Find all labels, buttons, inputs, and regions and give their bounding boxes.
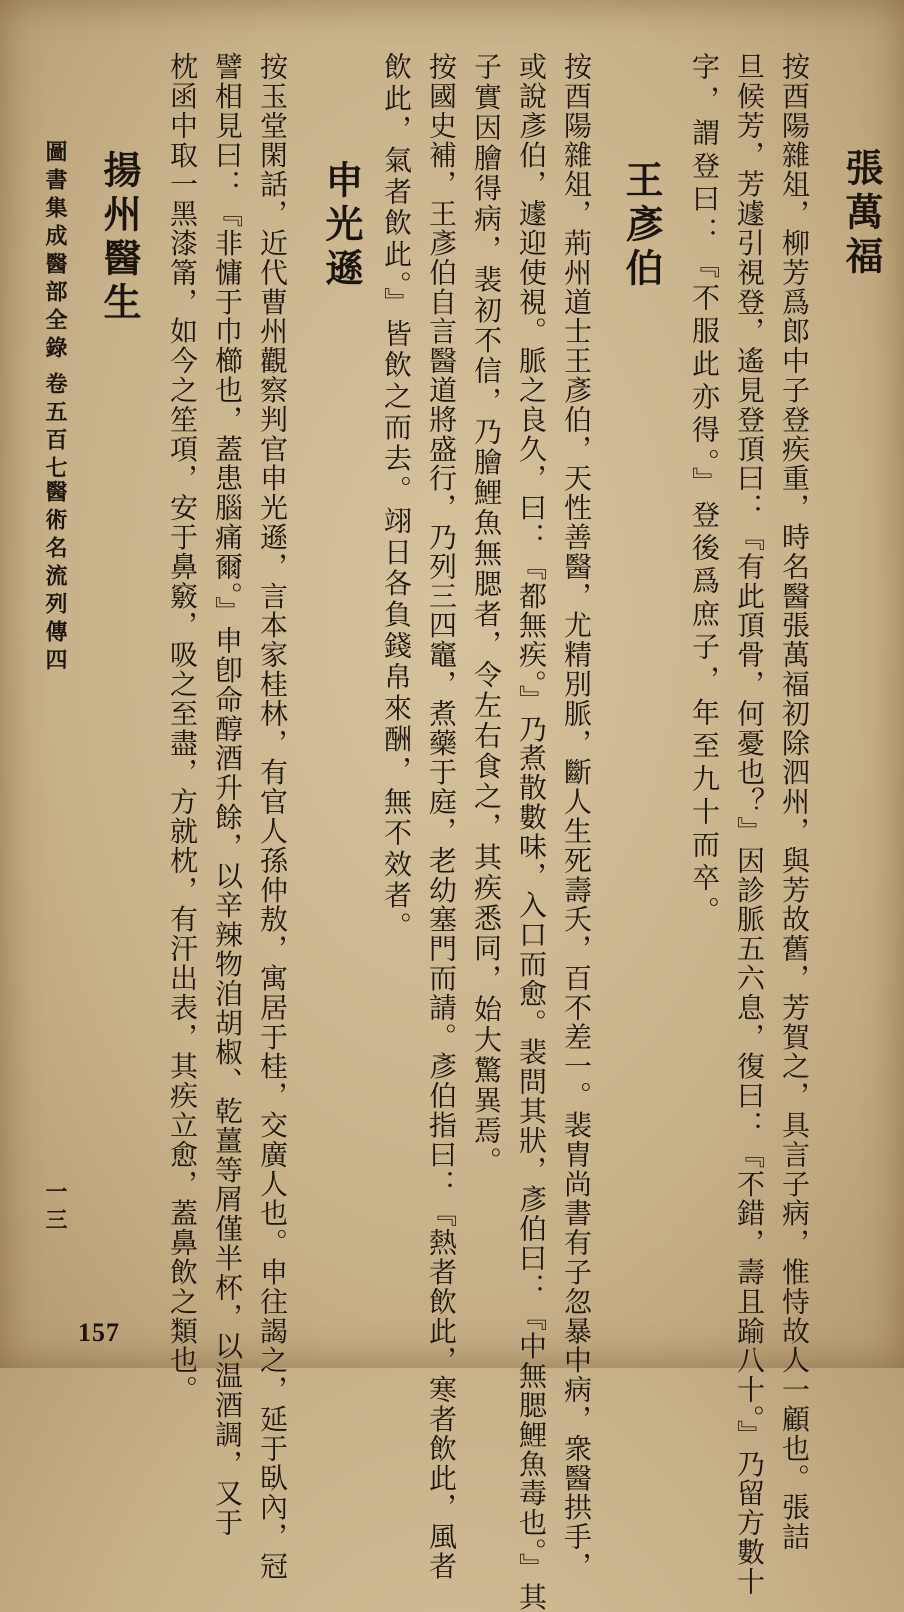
text-line: 按酉陽雜俎，柳芳爲郎中子登疾重，時名醫張萬福初除泗州，與芳故舊，芳賀之，具言子病，惟恃故人一顧也。張詰	[778, 52, 811, 1552]
text-line: 飲此，氣者飲此。』皆飲之而去。翊日各負錢帛來酬，無不效者。	[380, 52, 413, 943]
running-header-book-title: 圖書集成醫部全錄	[42, 140, 68, 364]
text-line: 子實因膾得病，裴初不信，乃膾鯉魚無腮者，令左右食之，其疾悉同，始大驚異焉。	[470, 52, 503, 1177]
section-title-shen-guangxun: 申光遜	[319, 160, 364, 292]
folio-number: 一三	[42, 1180, 68, 1236]
text-line: 譬相見曰：『非慵于巾櫛也，蓋患腦痛爾。』申卽命醇酒升餘，以辛辣物洎胡椒、乾薑等屑僅半杯，以温酒調，又于	[211, 52, 244, 1538]
section-title-zhang-wanfu: 張萬福	[839, 148, 884, 280]
text-line: 枕函中取一黑漆筩，如今之笙項，安于鼻竅，吸之至盡，方就枕，有汗出表，其疾立愈，蓋鼻飲之類也。	[166, 52, 199, 1405]
section-title-yangzhou-doctor: 揚州醫生	[97, 150, 142, 326]
text-line: 按國史補，王彥伯自言醫道將盛行，乃列三四竈，煮藥于庭，老幼塞門而請。彥伯指曰：『熱者飲此，寒者飲此，風者	[425, 52, 458, 1581]
text-line: 旦候芳，芳遽引視登，遙見登頂曰：『有此頂骨，何憂也？』因診脈五六息，復曰：『不錯，壽且踰八十。』乃留方數十	[733, 52, 766, 1597]
text-line: 按酉陽雜俎，荊州道士王彥伯，天性善醫，尤精別脈，斷人生死壽夭，百不差一。裴胄尚書有子忽暴中病，衆醫拱手，	[560, 52, 593, 1581]
text-line: 按玉堂閑話，近代曹州觀察判官申光遜，言本家桂林，有官人孫仲敖，寓居于桂，交廣人也。申往謁之，延于臥內，冠	[256, 52, 289, 1581]
text-line: 或說彥伯，遽迎使視。脈之良久，曰：『都無疾。』乃煮散數味，入口而愈。裴問其狀，彥伯曰：『中無腮鯉魚毒也。』其	[515, 52, 548, 1612]
running-header-volume: 卷五百七	[42, 372, 68, 484]
page-number: 157	[78, 1318, 120, 1347]
text-line: 字，謂登曰：『不服此亦得。』登後爲庶子，年至九十而卒。	[688, 52, 721, 929]
running-header-section: 醫術名流列傳四	[42, 480, 68, 676]
section-title-wang-yanbo: 王彥伯	[619, 160, 664, 292]
